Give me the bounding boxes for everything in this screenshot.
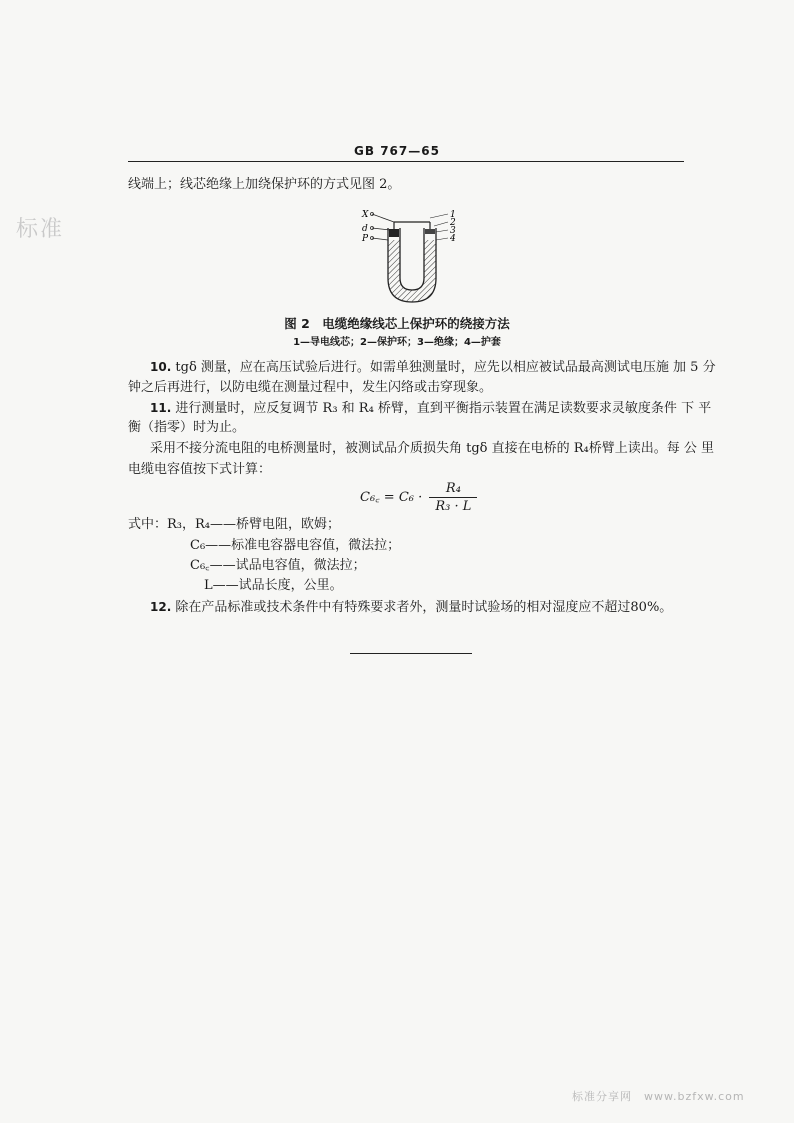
label-d: d: [362, 224, 368, 234]
formula-fraction: [429, 481, 477, 514]
definition-r3-r4: 式中：R₃，R₄——桥臂电阻，欧姆；: [128, 517, 340, 532]
formula-lhs: C₆꜀ = C₆ ·: [360, 490, 423, 505]
formula-numerator: R₄: [445, 481, 461, 496]
lead-d: [372, 228, 390, 230]
lead-p: [372, 238, 388, 240]
callout-2: 2: [450, 218, 456, 228]
item-12-line-1: [150, 598, 672, 617]
header-rule: [128, 161, 684, 162]
figure-title: 图 2 电缆绝缘线芯上保护环的绕接方法: [284, 316, 510, 331]
item-11-number: 11.: [150, 401, 172, 415]
item-11-line-2: 衡（指零）时为止。: [128, 420, 246, 435]
item-10-text-1: tgδ 测量，应在高压试验后进行。如需单独测量时，应先以相应被试品最高测试电压施 加 5 分: [175, 360, 716, 375]
definition-l: L——试品长度，公里。: [204, 578, 343, 593]
formula-denominator: R₃ · L: [429, 497, 477, 514]
definition-cbc: C₆꜀——试品电容值，微法拉；: [190, 558, 366, 573]
para-line-1: 采用不接分流电阻的电桥测量时，被测试品介质损失角 tgδ 直接在电桥的 R₄桥臂上读出。每 公 里: [150, 441, 715, 456]
item-12-number: 12.: [150, 600, 172, 614]
item-12-text-1: 除在产品标准或技术条件中有特殊要求者外，测量时试验场的相对湿度应不超过80%。: [175, 600, 673, 615]
item-10-line-2: 钟之后再进行，以防电缆在测量过程中，发生闪络或击穿现象。: [128, 380, 493, 395]
item-11-text-1: 进行测量时，应反复调节 R₃ 和 R₄ 桥臂，直到平衡指示装置在满足读数要求灵敏度条件 下 平: [175, 401, 712, 416]
guard-ring-left: [389, 229, 399, 237]
capacitance-formula: [360, 481, 477, 514]
side-watermark: 标准: [16, 217, 65, 242]
item-10-line-1: [150, 358, 716, 377]
para-line-2: 电缆电容值按下式计算：: [128, 462, 272, 477]
callout-3: 3: [450, 226, 456, 236]
lead-x: [372, 214, 394, 222]
figure-legend: 1—导电线芯；2—保护环；3—绝缘；4—护套: [293, 337, 501, 348]
intro-line: 线端上；线芯绝缘上加绕保护环的方式见图 2。: [128, 177, 401, 192]
sheath-inner-outline: [400, 228, 424, 290]
end-rule: [350, 653, 472, 654]
document-code: GB 767—65: [354, 144, 440, 158]
item-11-line-1: [150, 399, 711, 418]
item-10-number: 10.: [150, 360, 172, 374]
label-p: P: [362, 234, 369, 244]
guard-ring-right: [425, 229, 435, 234]
label-x: X: [362, 210, 369, 220]
footer-watermark: 标准分享网 www.bzfxw.com: [572, 1090, 745, 1103]
sheath-hatch: [388, 240, 436, 302]
cable-guard-ring-figure: [360, 206, 470, 308]
definition-cb: C₆——标准电容器电容值，微法拉；: [190, 538, 401, 553]
callout-1: 1: [450, 210, 456, 220]
callout-4: 4: [450, 234, 456, 244]
